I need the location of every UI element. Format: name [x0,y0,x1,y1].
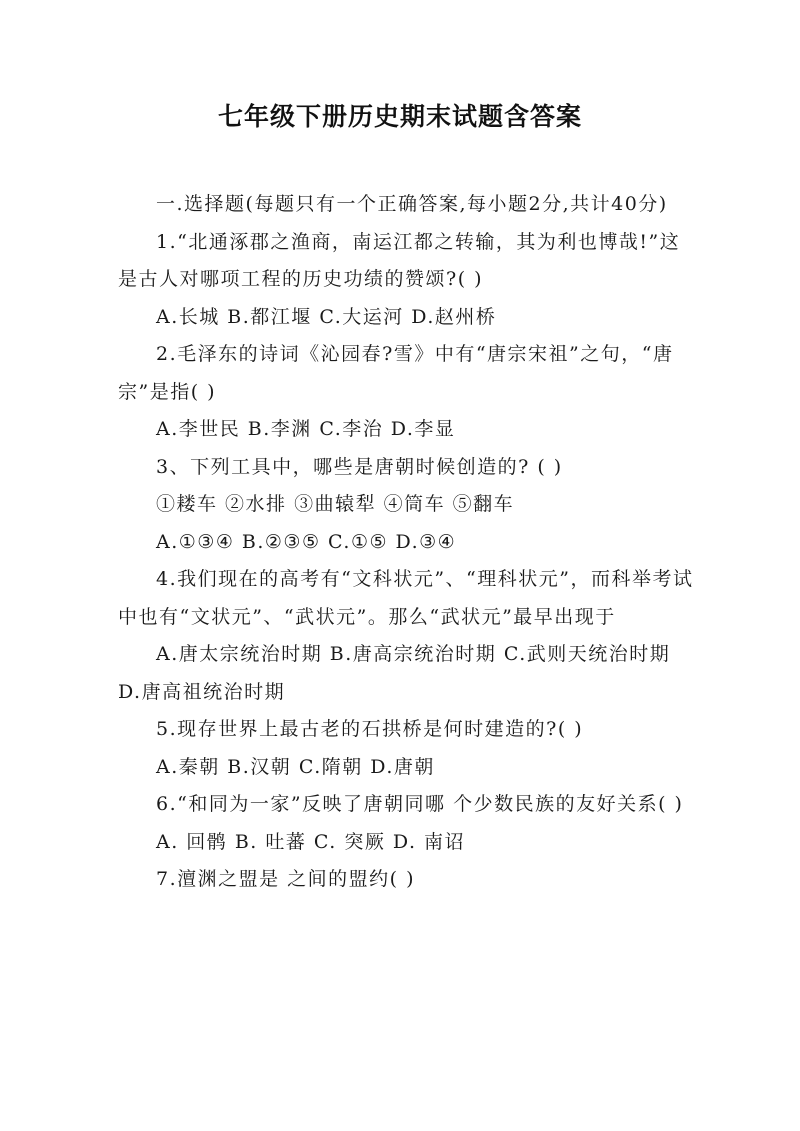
question-3-stem: 3、下列工具中，哪些是唐朝时候创造的? ( ) [156,455,563,478]
question-6-stem: 6.“和同为一家”反映了唐朝同哪 个少数民族的友好关系( ) [156,793,684,815]
question-2-options: A.李世民 B.李渊 C.李治 D.李显 [156,418,456,440]
question-3-options: A.①③④ B.②③⑤ C.①⑤ D.③④ [156,530,457,553]
section-heading: 一.选择题(每题只有一个正确答案,每小题2分,共计40分) [156,193,668,215]
question-4-options: A.唐太宗统治时期 B.唐高宗统治时期 C.武则天统治时期 D.唐高祖统治时期 [118,643,671,703]
question-4-stem: 4.我们现在的高考有“文科状元”、“理科状元”，而科举考试中也有“文状元”、“武状元”。那么“武状元”最早出现于 [118,568,694,628]
question-5-options: A.秦朝 B.汉朝 C.隋朝 D.唐朝 [156,755,435,778]
question-3-items: ①耧车 ②水排 ③曲辕犁 ④筒车 ⑤翻车 [156,493,515,515]
question-2-stem: 2.毛泽东的诗词《沁园春?雪》中有“唐宗宋祖”之句，“唐宗”是指( ) [118,343,674,403]
question-7-stem: 7.澶渊之盟是 之间的盟约( ) [156,868,416,890]
document-body [118,186,698,899]
question-5-stem: 5.现存世界上最古老的石拱桥是何时建造的?( ) [156,718,584,740]
question-6-options: A. 回鹘 B. 吐蕃 C. 突厥 D. 南诏 [156,830,466,853]
document-title: 七年级下册历史期末试题含答案 [217,102,582,131]
question-1-options: A.长城 B.都江堰 C.大运河 D.赵州桥 [156,305,497,328]
question-1-stem: 1.“北通涿郡之渔商，南运江都之转输，其为利也博哉!”这是古人对哪项工程的历史功绩的赞颂?( ) [118,230,681,290]
